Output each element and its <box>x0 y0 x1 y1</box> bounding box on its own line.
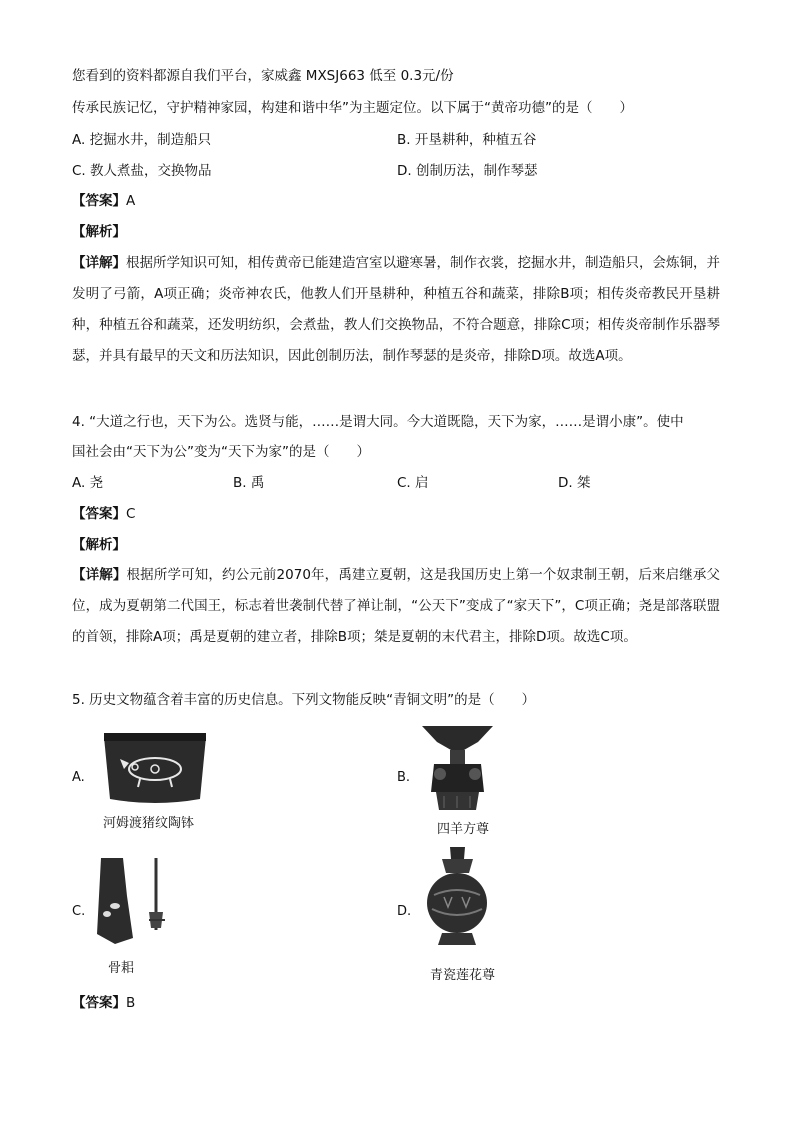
analysis-tag: 【解析】 <box>72 537 126 553</box>
q4-answer: C <box>126 506 136 522</box>
q5-option-c-caption: 骨耜 <box>108 961 135 976</box>
q3-answer: A <box>126 193 136 209</box>
q3-answer-line <box>72 191 135 211</box>
detail-tag: 【详解】 <box>72 255 126 271</box>
q4-option-d: D. 桀 <box>558 475 591 491</box>
q5-stem: 5. 历史文物蕴含着丰富的历史信息。下列文物能反映“青铜文明”的是（ ） <box>72 692 536 708</box>
pottery-bowl-image <box>100 727 210 807</box>
q3-option-d: D. 创制历法，制作琴瑟 <box>397 163 538 179</box>
q4-stem-line1: 4. “大道之行也，天下为公。选贤与能，……是谓大同。今大道既隐，天下为家，……是谓小康”。使中 <box>72 414 684 430</box>
q3-option-a: A. 挖掘水井，制造船只 <box>72 132 212 148</box>
q4-option-c: C. 启 <box>397 475 429 491</box>
q5-option-d-letter: D. <box>397 904 412 919</box>
q3-detail <box>72 248 720 372</box>
analysis-tag: 【解析】 <box>72 224 126 240</box>
q4-option-a: A. 尧 <box>72 475 104 491</box>
q3-analysis-tag <box>72 222 126 242</box>
q4-detail-text: 根据所学可知，约公元前2070年，禹建立夏朝，这是我国历史上第一个奴隶制王朝，后来启继承父位，成为夏朝第二代国王，标志着世袭制代替了禅让制，“公天下”变成了“家天下”，C项正确；尧是部落联盟的首领，排除A项；禹是夏朝的建立者，排除B项；桀是夏朝的末代君主，排除D项。故选C项。 <box>72 567 720 645</box>
answer-tag: 【答案】 <box>72 193 126 209</box>
q4-answer-line <box>72 504 135 524</box>
q5-option-a-caption: 河姆渡猪纹陶钵 <box>103 816 195 831</box>
bronze-zun-image <box>420 722 495 812</box>
q5-answer: B <box>126 995 136 1011</box>
q5-answer-line <box>72 993 135 1013</box>
q5-option-c-letter: C. <box>72 904 86 919</box>
header-note: 您看到的资料都源自我们平台，家威鑫 MXSJ663 低至 0.3元/份 <box>72 68 454 84</box>
bone-spade-image <box>93 856 173 946</box>
q4-option-b: B. 禹 <box>233 475 265 491</box>
q3-option-b: B. 开垦耕种，种植五谷 <box>397 132 537 148</box>
detail-tag: 【详解】 <box>72 567 127 583</box>
q3-option-c: C. 教人煮盐，交换物品 <box>72 163 212 179</box>
answer-tag: 【答案】 <box>72 506 126 522</box>
q4-detail <box>72 560 720 653</box>
q3-stem: 传承民族记忆，守护精神家园，构建和谐中华”为主题定位。以下属于“黄帝功德”的是（ ） <box>72 100 633 116</box>
answer-tag: 【答案】 <box>72 995 126 1011</box>
q3-detail-text: 根据所学知识可知，相传黄帝已能建造宫室以避寒暑，制作衣裳，挖掘水井，制造船只，会炼铜，并发明了弓箭，A项正确；炎帝神农氏，他教人们开垦耕种，种植五谷和蔬菜，排除B项；相传炎帝教民开垦耕种，种植五谷和蔬菜，还发明纺织，会煮盐，教人们交换物品，不符合题意，排除C项；相传炎帝制作乐器琴瑟，并具有最早的天文和历法知识，因此创制历法，制作琴瑟的是炎帝，排除D项。故选A项。 <box>72 255 720 364</box>
q5-option-b-caption: 四羊方尊 <box>437 822 490 837</box>
q5-option-d-caption: 青瓷莲花尊 <box>430 968 496 983</box>
celadon-lotus-zun-image <box>420 845 495 950</box>
q4-stem-line2: 国社会由“天下为公”变为“天下为家”的是（ ） <box>72 444 370 460</box>
q5-option-a-letter: A. <box>72 770 85 785</box>
q4-analysis-tag <box>72 535 126 555</box>
q5-option-b-letter: B. <box>397 770 411 785</box>
